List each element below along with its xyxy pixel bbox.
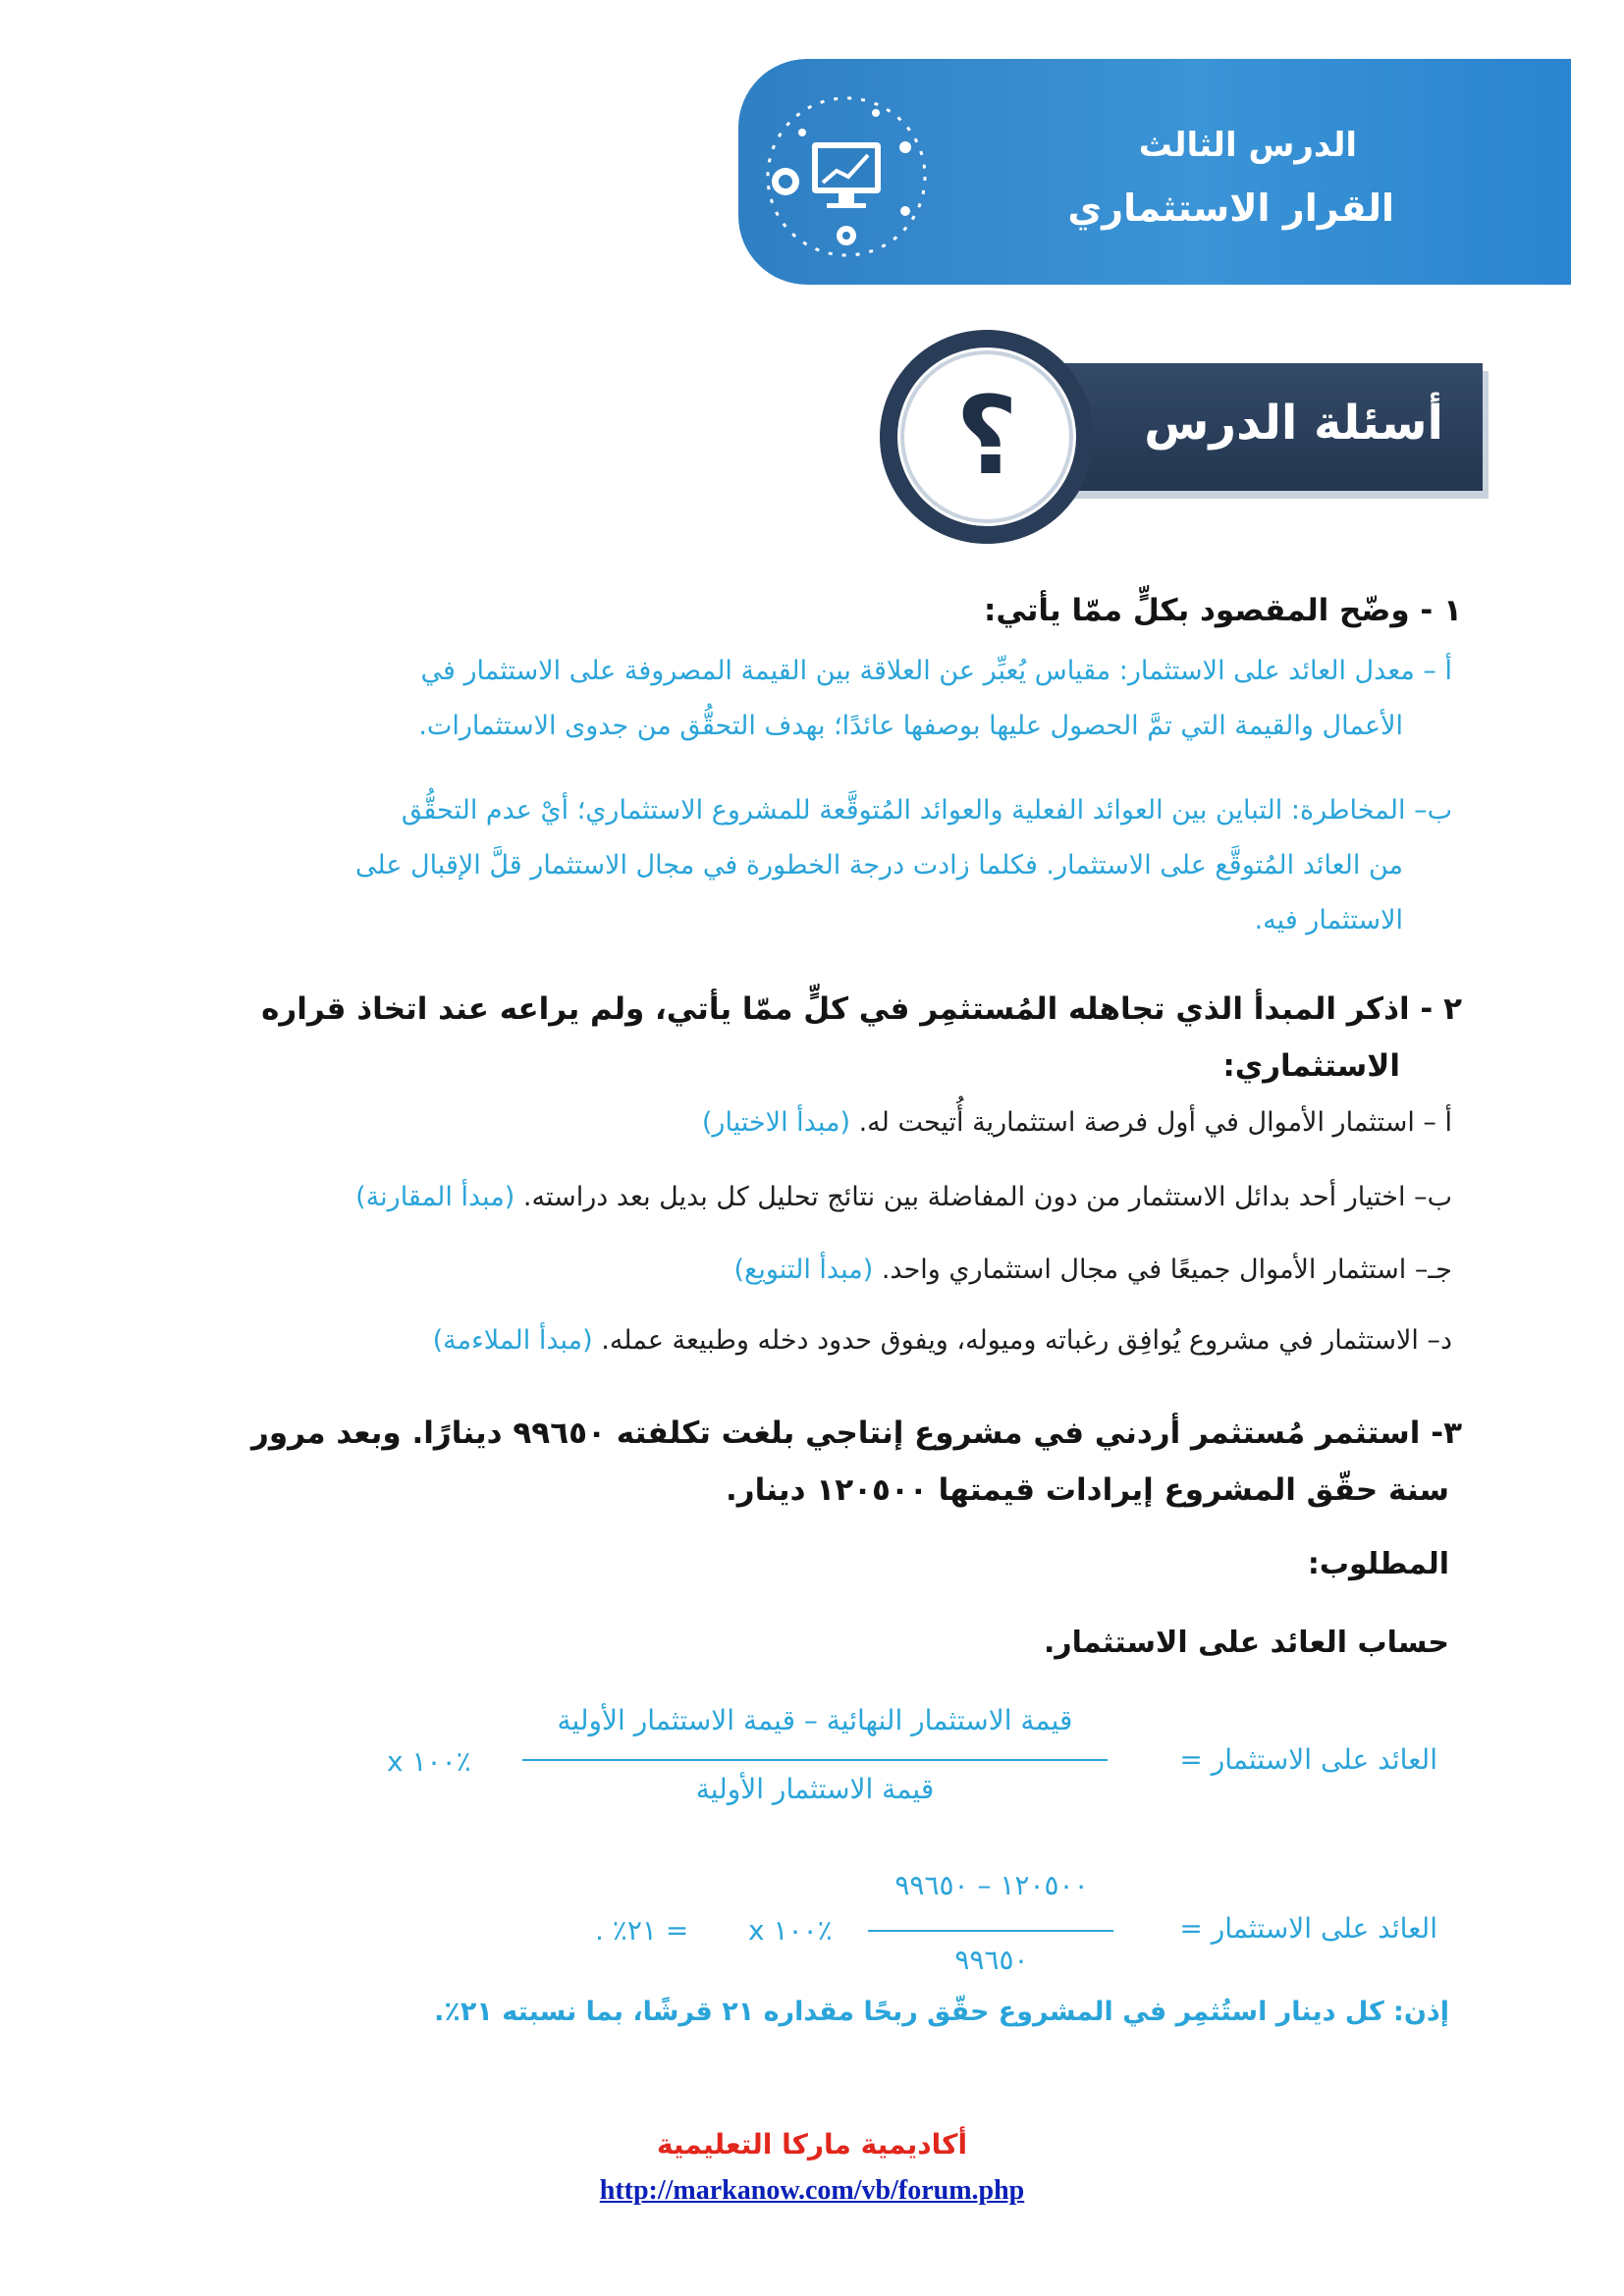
- formula-1-numerator: قيمة الاستثمار النهائية – قيمة الاستثمار الأولية: [557, 1704, 1073, 1736]
- formula-2-lhs: العائد على الاستثمار =: [1179, 1912, 1437, 1945]
- q3-conclusion: إذن: كل دينار استُثمِر في المشروع حقّق ربحًا مقداره ٢١ قرشًا، بما نسبته ٢١٪.: [434, 1997, 1449, 2027]
- q2-item-b-answer: (مبدأ المقارنة): [355, 1182, 515, 1212]
- q2-item-c-text: جـ– استثمار الأموال جميعًا في مجال استثماري واحد.: [881, 1255, 1452, 1285]
- formula-2-denominator: ٩٩٦٥٠: [954, 1944, 1029, 1976]
- question-mark-icon: [874, 324, 1100, 550]
- lesson-number: الدرس الثالث: [1138, 126, 1357, 165]
- question-3-title-line-2: سنة حقّق المشروع إيرادات قيمتها ١٢٠٥٠٠ دينار.: [726, 1472, 1449, 1508]
- question-3-title-line-1: ٣- استثمر مُستثمر أردني في مشروع إنتاجي بلغت تكلفته ٩٩٦٥٠ دينارًا. وبعد مرور: [251, 1415, 1462, 1451]
- q1-answer-b-line-2: من العائد المُتوقَّع على الاستثمار. فكلما زادت درجة الخطورة في مجال الاستثمار قلَّ الإقبال على: [354, 850, 1403, 881]
- question-2-title-line-1: ٢ - اذكر المبدأ الذي تجاهله المُستثمِر في كلٍّ ممّا يأتي، ولم يراعه عند اتخاذ قراره: [261, 991, 1462, 1027]
- q1-answer-b-line-3: الاستثمار فيه.: [1254, 905, 1403, 935]
- lesson-banner: [738, 59, 1571, 285]
- q2-item-b: [355, 1182, 1452, 1212]
- question-1-title: ١ - وضّح المقصود بكلٍّ ممّا يأتي:: [984, 593, 1462, 628]
- lesson-questions-heading: [874, 324, 1522, 550]
- formula-1-fraction-bar: [522, 1759, 1108, 1761]
- q1-answer-a-line-1: أ – معدل العائد على الاستثمار: مقياس يُعبِّر عن العلاقة بين القيمة المصروفة على الاستثمار في: [420, 656, 1452, 686]
- q2-item-b-text: ب– اختيار أحد بدائل الاستثمار من دون المفاضلة بين نتائج تحليل كل بديل بعد دراسته.: [522, 1182, 1452, 1212]
- q2-item-d-answer: (مبدأ الملاءمة): [432, 1325, 593, 1356]
- q2-item-a-answer: (مبدأ الاختيار): [701, 1107, 850, 1138]
- formula-1-lhs: العائد على الاستثمار =: [1179, 1743, 1437, 1776]
- q2-item-d: [433, 1325, 1452, 1356]
- formula-2-numerator: ١٢٠٥٠٠ – ٩٩٦٥٠: [894, 1869, 1089, 1901]
- q1-answer-b-line-1: ب– المخاطرة: التباين بين العوائد الفعلية والعوائد المُتوقَّعة للمشروع الاستثماري؛ أيْ عدم التحقُّق: [401, 795, 1452, 826]
- formula-2-multiplier: x ١٠٠٪: [748, 1914, 833, 1947]
- q2-item-a: [702, 1107, 1452, 1138]
- q3-required-label: المطلوب:: [1307, 1547, 1449, 1581]
- q2-item-c: [733, 1255, 1452, 1285]
- questions-heading-title: أسئلة الدرس: [1144, 396, 1443, 451]
- q1-answer-a-line-2: الأعمال والقيمة التي تمَّ الحصول عليها بوصفها عائدًا؛ بهدف التحقُّق من جدوى الاستثمارات.: [418, 711, 1403, 741]
- formula-2-result: = ٢١٪ .: [595, 1914, 689, 1947]
- q2-item-c-answer: (مبدأ التنويع): [733, 1255, 874, 1285]
- formula-1-multiplier: x ١٠٠٪: [387, 1745, 471, 1778]
- lesson-title: القرار الاستثماري: [1067, 187, 1394, 230]
- formula-1-denominator: قيمة الاستثمار الأولية: [695, 1773, 935, 1805]
- investment-concept-icon: [758, 88, 935, 265]
- footer-academy-name: أكاديمية ماركا التعليمية: [656, 2128, 968, 2161]
- q2-item-a-text: أ – استثمار الأموال في أول فرصة استثمارية أُتيحت له.: [858, 1107, 1452, 1138]
- question-2-title-line-2: الاستثماري:: [1222, 1048, 1400, 1084]
- q3-task: حساب العائد على الاستثمار.: [1044, 1626, 1449, 1660]
- footer-forum-link[interactable]: http://markanow.com/vb/forum.php: [599, 2175, 1025, 2206]
- q2-item-d-text: د– الاستثمار في مشروع يُوافِق رغباته وميوله، ويفوق حدود دخله وطبيعة عمله.: [601, 1325, 1452, 1356]
- formula-2-fraction-bar: [868, 1930, 1113, 1932]
- question-mark-glyph: ؟: [955, 373, 1018, 499]
